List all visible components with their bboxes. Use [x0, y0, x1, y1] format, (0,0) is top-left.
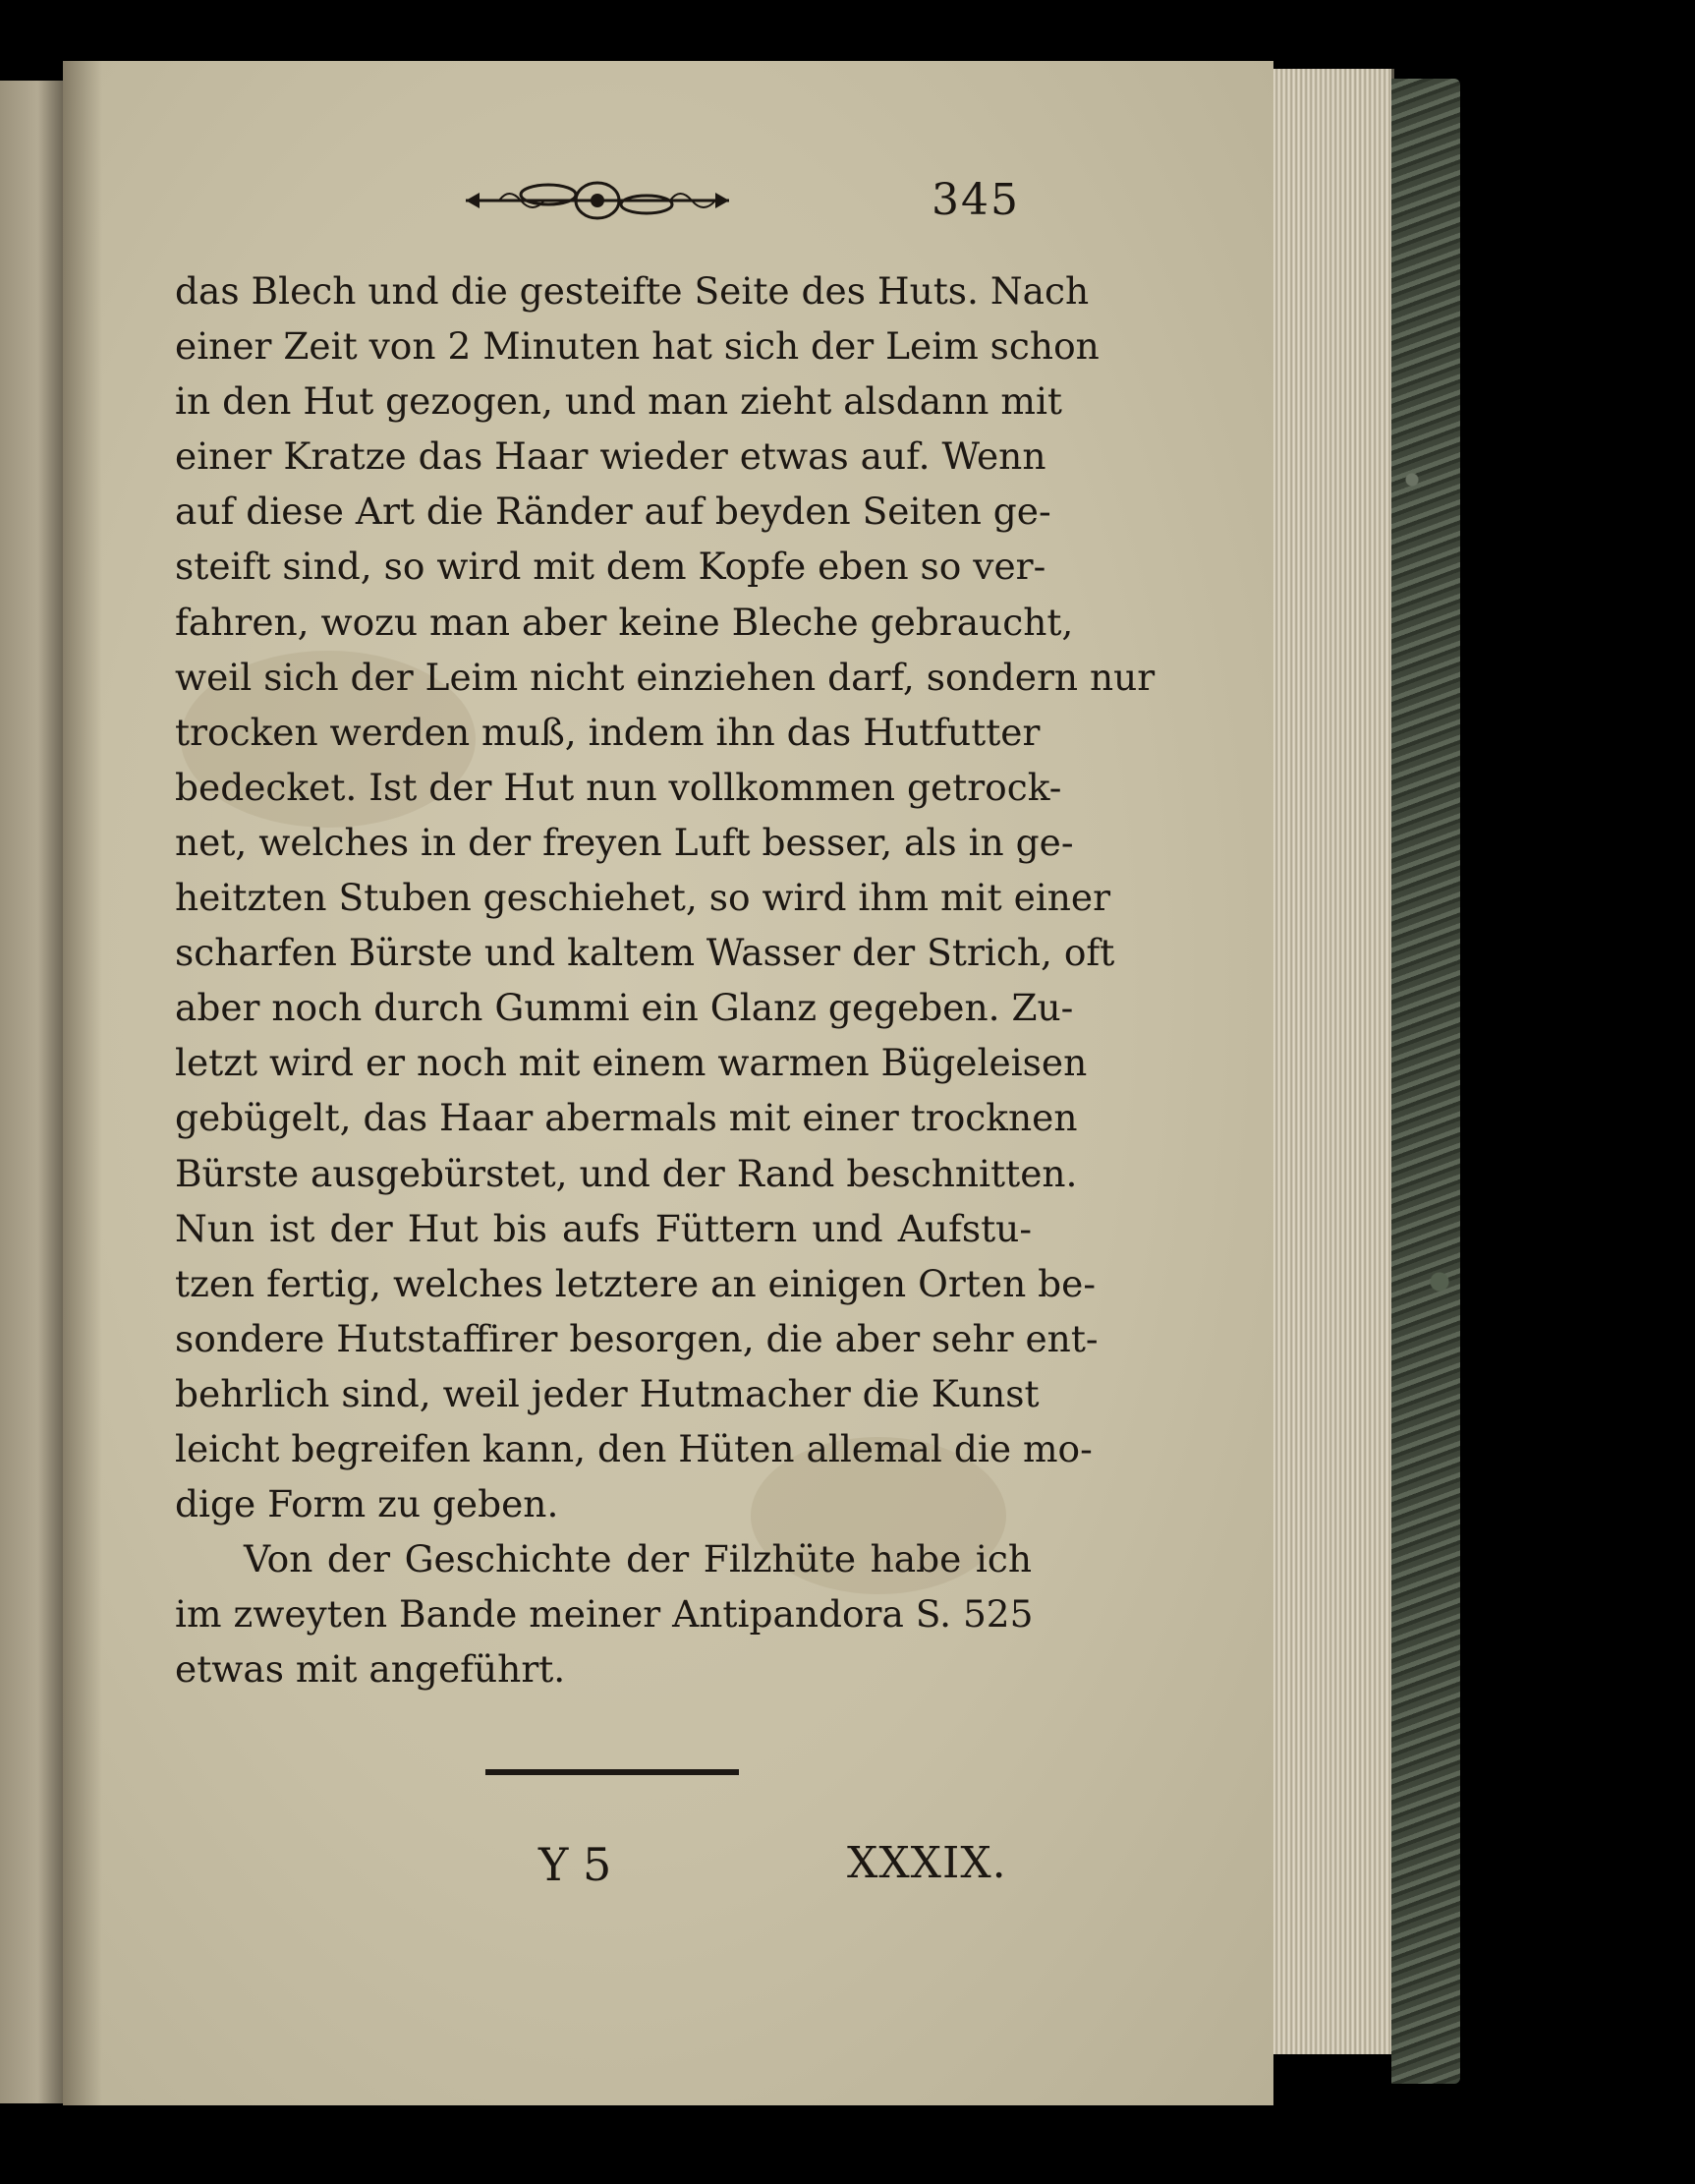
text-line: gebügelt, das Haar abermals mit einer trocknen	[175, 1096, 1078, 1140]
text-line: Bürste ausgebürstet, und der Rand beschnitten.	[175, 1151, 1078, 1195]
text-line: sondere Hutstaffirer besorgen, die aber sehr ent-	[175, 1316, 1099, 1360]
text-line: einer Zeit von 2 Minuten hat sich der Leim schon	[175, 324, 1100, 369]
text-line: Nun ist der Hut bis aufs Füttern und Aufstu-	[175, 1206, 1032, 1250]
catchword: XXXIX.	[847, 1838, 1007, 1888]
text-line: letzt wird er noch mit einem warmen Bügeleisen	[175, 1041, 1088, 1085]
text-line: das Blech und die gesteifte Seite des Huts. Nach	[175, 269, 1090, 313]
body-text	[175, 263, 1156, 1696]
text-line: heitzten Stuben geschiehet, so wird ihm mit einer	[175, 876, 1111, 920]
facing-page-edge	[0, 81, 63, 2103]
text-line: trocken werden muß, indem ihn das Hutfutter	[175, 710, 1041, 754]
text-line: fahren, wozu man aber keine Bleche gebraucht,	[175, 600, 1074, 644]
text-line: etwas mit angeführt.	[175, 1647, 566, 1692]
text-line: aber noch durch Gummi ein Glanz gegeben. Zu-	[175, 986, 1074, 1030]
text-line: auf diese Art die Ränder auf beyden Seiten ge-	[175, 489, 1051, 534]
text-line: scharfen Bürste und kaltem Wasser der Strich, oft	[175, 931, 1115, 975]
text-line: dige Form zu geben.	[175, 1482, 559, 1526]
page-number: 345	[932, 175, 1020, 225]
text-line: weil sich der Leim nicht einziehen darf, sondern nur	[175, 655, 1156, 699]
binding-gutter	[63, 61, 102, 2105]
header-ornament-icon	[460, 175, 735, 226]
text-line: behrlich sind, weil jeder Hutmacher die Kunst	[175, 1371, 1040, 1415]
text-line: tzen fertig, welches letztere an einigen Orten be-	[175, 1261, 1097, 1305]
text-line: in den Hut gezogen, und man zieht alsdann mit	[175, 379, 1063, 424]
page-block-edges	[1273, 69, 1394, 2054]
text-line: net, welches in der freyen Luft besser, als in ge-	[175, 820, 1074, 864]
section-rule	[485, 1769, 739, 1775]
text-line: leicht begreifen kann, den Hüten allemal die mo-	[175, 1426, 1093, 1470]
text-line: Von der Geschichte der Filzhüte habe ich	[244, 1537, 1032, 1581]
signature-mark: Y 5	[538, 1838, 612, 1891]
text-line: steift sind, so wird mit dem Kopfe eben so ver-	[175, 545, 1046, 589]
text-line: im zweyten Bande meiner Antipandora S. 525	[175, 1592, 1034, 1637]
text-line: bedecket. Ist der Hut nun vollkommen getrock-	[175, 765, 1062, 809]
marbled-cover	[1391, 79, 1460, 2084]
text-line: einer Kratze das Haar wieder etwas auf. Wenn	[175, 434, 1046, 479]
